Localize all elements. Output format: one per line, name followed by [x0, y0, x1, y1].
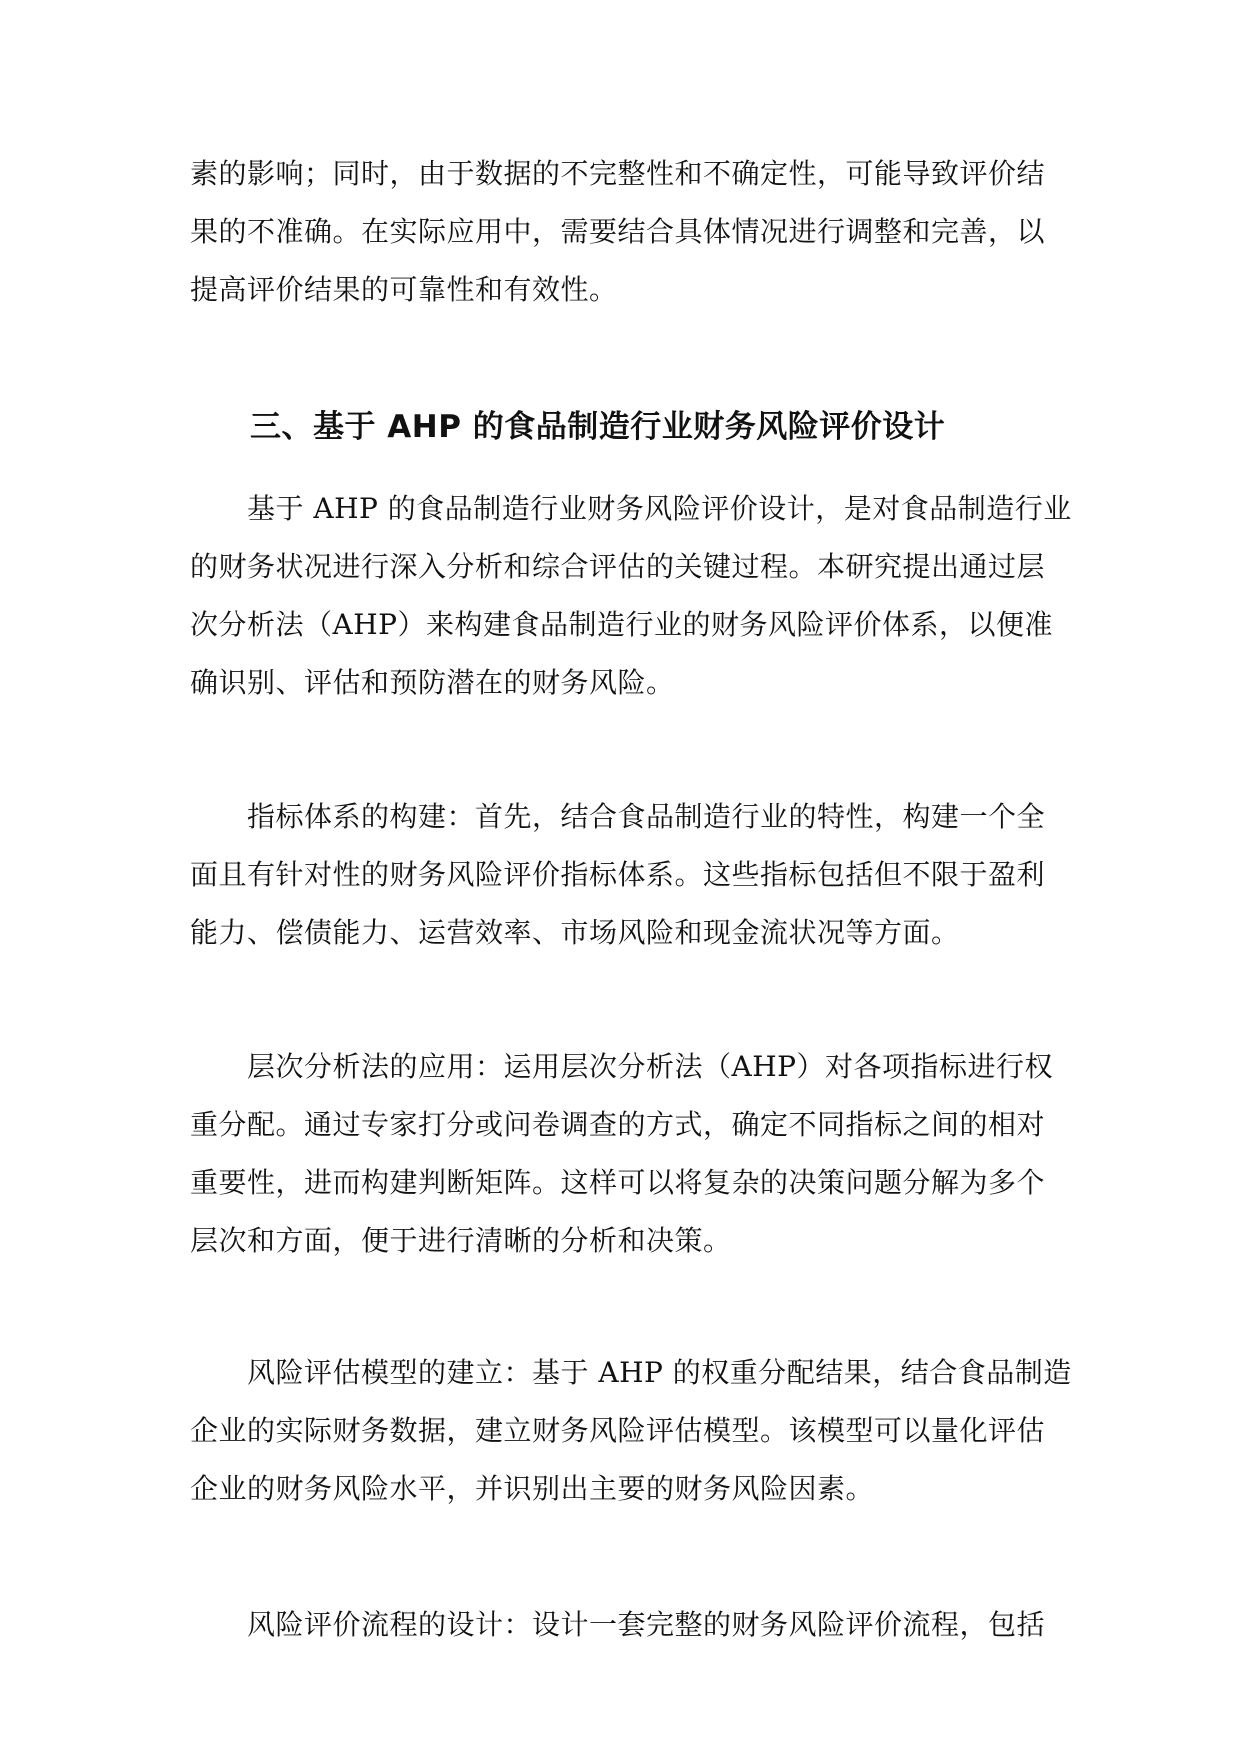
paragraph-line: 重要性，进而构建判断矩阵。这样可以将复杂的决策问题分解为多个 — [190, 1166, 1046, 1199]
paragraph-line: 层次分析法的应用：运用层次分析法（AHP）对各项指标进行权 — [190, 1050, 1053, 1083]
paragraph-line: 面且有针对性的财务风险评价指标体系。这些指标包括但不限于盈利 — [190, 858, 1046, 891]
paragraph-line: 企业的实际财务数据，建立财务风险评估模型。该模型可以量化评估 — [190, 1414, 1046, 1447]
paragraph-line: 层次和方面，便于进行清晰的分析和决策。 — [190, 1224, 732, 1257]
paragraph-1 — [190, 480, 1072, 712]
paragraph-2 — [190, 788, 1058, 962]
paragraph-line: 能力、偿债能力、运营效率、市场风险和现金流状况等方面。 — [190, 916, 960, 949]
paragraph-line: 风险评估模型的建立：基于 AHP 的权重分配结果，结合食品制造 — [190, 1356, 1072, 1389]
paragraph-line: 提高评价结果的可靠性和有效性。 — [190, 273, 618, 306]
paragraph-4 — [190, 1344, 1072, 1518]
paragraph-line: 果的不准确。在实际应用中，需要结合具体情况进行调整和完善，以 — [190, 215, 1046, 248]
paragraph-line: 的财务状况进行深入分析和综合评估的关键过程。本研究提出通过层 — [190, 550, 1046, 583]
paragraph-line: 风险评价流程的设计：设计一套完整的财务风险评价流程，包括 — [190, 1608, 1046, 1641]
paragraph-line: 重分配。通过专家打分或问卷调查的方式，确定不同指标之间的相对 — [190, 1108, 1046, 1141]
paragraph-line: 素的影响；同时，由于数据的不完整性和不确定性，可能导致评价结 — [190, 157, 1046, 190]
intro-paragraph — [190, 145, 1058, 319]
paragraph-line: 次分析法（AHP）来构建食品制造行业的财务风险评价体系，以便准 — [190, 608, 1053, 641]
section-heading: 三、基于 AHP 的食品制造行业财务风险评价设计 — [250, 409, 946, 445]
paragraph-3 — [190, 1038, 1058, 1270]
paragraph-line: 基于 AHP 的食品制造行业财务风险评价设计，是对食品制造行业 — [190, 492, 1072, 525]
paragraph-line: 企业的财务风险水平，并识别出主要的财务风险因素。 — [190, 1472, 875, 1505]
paragraph-5 — [190, 1596, 1058, 1654]
paragraph-line: 确识别、评估和预防潜在的财务风险。 — [190, 666, 675, 699]
paragraph-line: 指标体系的构建：首先，结合食品制造行业的特性，构建一个全 — [190, 800, 1046, 833]
